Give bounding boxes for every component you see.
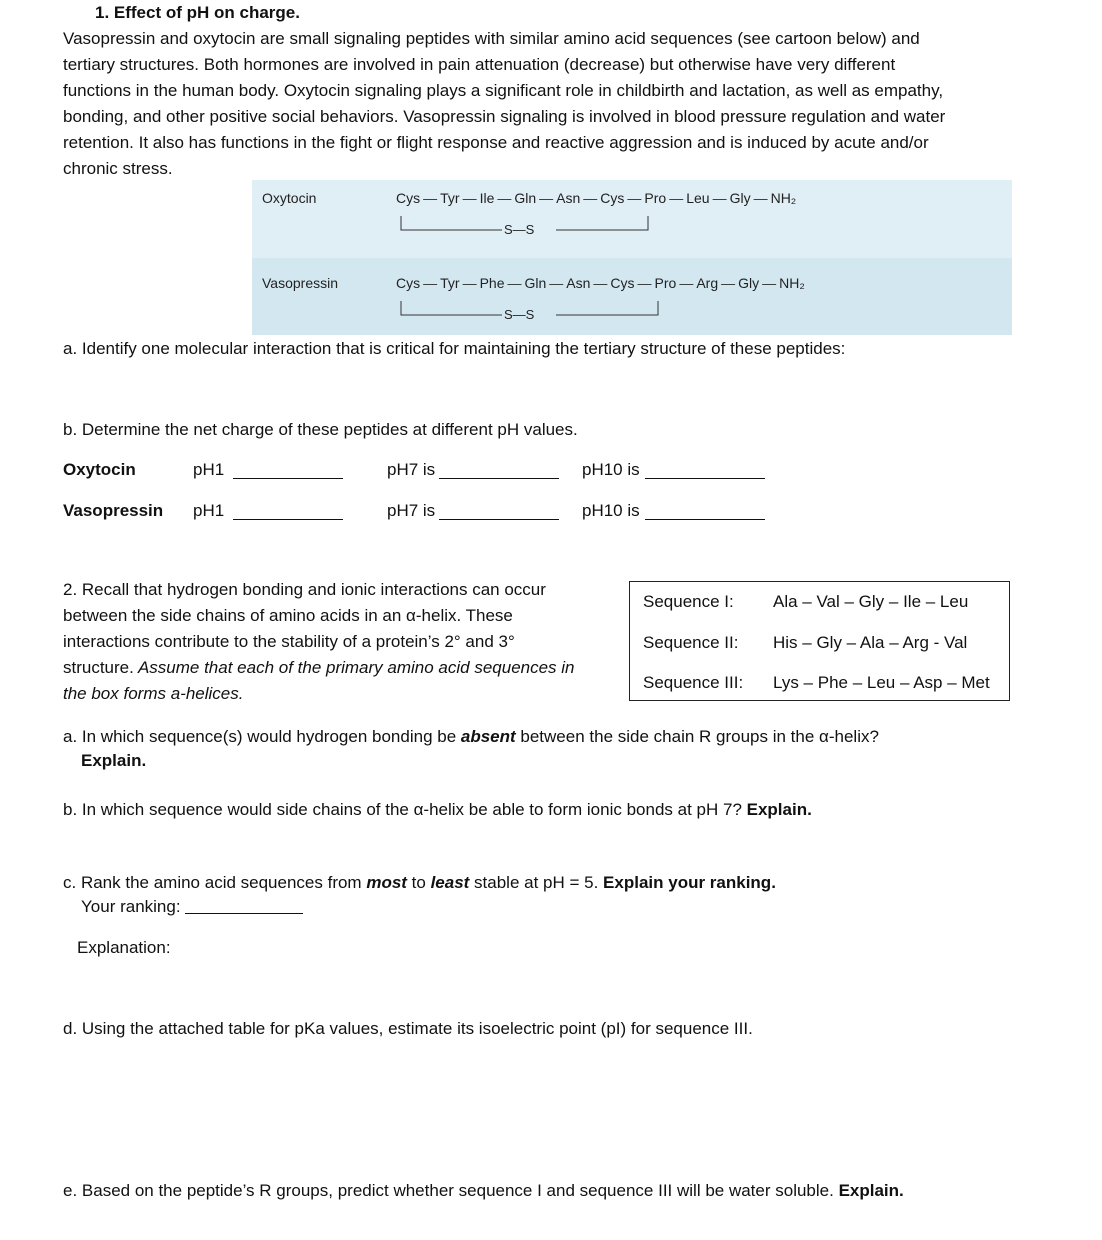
question-text: stable at pH = 5. [469, 873, 604, 892]
intro-line: 2. Recall that hydrogen bonding and ionic interactions can occur [63, 580, 546, 599]
residue: Gln [524, 275, 547, 291]
emphasis: Explain. [838, 1181, 904, 1200]
peptide-cartoon [252, 180, 1012, 335]
emphasis: most [366, 873, 407, 892]
vasopressin-bridge-label: S—S [504, 307, 535, 322]
question-text: between the side chain R groups in the α-helix? [515, 727, 879, 746]
oxytocin-bridge-label: S—S [504, 222, 535, 237]
intro-line: interactions contribute to the stability of a protein’s 2° and 3° [63, 632, 515, 651]
intro-line: retention. It also has functions in the fight or flight response and reactive aggression and is induced by acute and/or [63, 133, 929, 152]
ph1-label: pH1 [193, 501, 225, 520]
question-text: b. In which sequence would side chains of the α-helix be able to form ionic bonds at pH 7? [63, 800, 747, 819]
intro-line: between the side chains of amino acids in an α-helix. These [63, 606, 513, 625]
ranking-label: Your ranking: [81, 897, 181, 916]
residue: Gly [729, 190, 751, 206]
sequence-label: Sequence I: [643, 592, 734, 611]
question-2c [63, 870, 776, 896]
oxytocin-label: Oxytocin [262, 190, 317, 206]
intro-line: chronic stress. [63, 159, 173, 178]
residue: Tyr [440, 190, 460, 206]
residue: Ile [479, 190, 495, 206]
residue: Gly [738, 275, 760, 291]
vasopressin-disulfide-bridge [400, 301, 670, 323]
sequence-value: Lys – Phe – Leu – Asp – Met [773, 673, 990, 692]
question-text: e. Based on the peptide’s R groups, predict whether sequence I and sequence III will be water soluble. [63, 1181, 839, 1200]
ph1-answer-blank[interactable] [233, 503, 343, 520]
residue: Cys [610, 275, 635, 291]
ph10-label: pH10 is [582, 460, 640, 479]
intro-assumption: Assume that each of the primary amino acid sequences in [133, 658, 575, 677]
intro-line: tertiary structures. Both hormones are involved in pain attenuation (decrease) but otherwise have very different [63, 55, 896, 74]
residue: Pro [654, 275, 677, 291]
question-2a-explain: Explain. [81, 751, 147, 770]
residue: Arg [696, 275, 719, 291]
residue: Cys [396, 190, 421, 206]
question-1b: b. Determine the net charge of these peptides at different pH values. [63, 420, 578, 439]
intro-line: bonding, and other positive social behaviors. Vasopressin signaling is involved in blood pressure regulation and water [63, 107, 946, 126]
intro-line: Vasopressin and oxytocin are small signaling peptides with similar amino acid sequences (see cartoon below) and [63, 29, 920, 48]
ph7-label: pH7 is [387, 501, 436, 520]
ph7-answer-blank[interactable] [439, 503, 559, 520]
emphasis: least [430, 873, 470, 892]
question-1-intro [63, 26, 945, 182]
ph10-label: pH10 is [582, 501, 640, 520]
residue: Pro [644, 190, 667, 206]
question-2-intro [63, 577, 575, 707]
question-text: c. Rank the amino acid sequences from [63, 873, 367, 892]
sequence-label: Sequence III: [643, 673, 744, 692]
residue: Gln [514, 190, 537, 206]
intro-assumption-cont: the box forms a-helices. [63, 684, 244, 703]
vasopressin-sequence: Cys — Tyr — Phe — Gln — Asn — Cys — Pro — Arg — Gly — NH₂ [396, 275, 805, 291]
emphasis: Explain your ranking. [603, 873, 776, 892]
residue: NH₂ [779, 275, 805, 291]
question-2d: d. Using the attached table for pKa values, estimate its isoelectric point (pI) for sequence III. [63, 1019, 753, 1038]
residue: Cys [396, 275, 421, 291]
question-1a: a. Identify one molecular interaction that is critical for maintaining the tertiary structure of these peptides: [63, 339, 846, 358]
oxytocin-sequence: Cys — Tyr — Ile — Gln — Asn — Cys — Pro — Leu — Gly — NH₂ [396, 190, 797, 206]
ph7-answer-blank[interactable] [439, 462, 559, 479]
question-1-heading: 1. Effect of pH on charge. [95, 3, 300, 22]
ranking-line [81, 894, 303, 920]
peptide-name: Vasopressin [63, 501, 164, 520]
ranking-answer-blank[interactable] [185, 897, 303, 914]
sequence-label: Sequence II: [643, 633, 739, 652]
explanation-label: Explanation: [77, 938, 171, 957]
intro-text: structure. [63, 658, 134, 677]
residue: NH₂ [770, 190, 797, 206]
peptide-name: Oxytocin [63, 460, 136, 479]
emphasis: Explain. [746, 800, 812, 819]
residue: Phe [479, 275, 505, 291]
question-2e [63, 1178, 904, 1204]
ph10-answer-blank[interactable] [645, 462, 765, 479]
ph1-label: pH1 [193, 460, 225, 479]
sequence-value: His – Gly – Ala – Arg - Val [773, 633, 968, 652]
intro-line [63, 681, 575, 707]
question-text: to [406, 873, 431, 892]
emphasis: absent [460, 727, 516, 746]
residue: Asn [566, 275, 591, 291]
intro-line: functions in the human body. Oxytocin signaling plays a significant role in childbirth and lactation, as well as empathy, [63, 81, 944, 100]
sequence-value: Ala – Val – Gly – Ile – Leu [773, 592, 969, 611]
vasopressin-label: Vasopressin [262, 275, 339, 291]
ph10-answer-blank[interactable] [645, 503, 765, 520]
sequence-box [629, 581, 1010, 701]
vasopressin-band [252, 258, 1012, 335]
residue: Tyr [440, 275, 460, 291]
ph1-answer-blank[interactable] [233, 462, 343, 479]
intro-line [63, 655, 575, 681]
ph7-label: pH7 is [387, 460, 436, 479]
question-2a [63, 724, 879, 750]
residue: Cys [600, 190, 625, 206]
question-2b [63, 797, 812, 823]
question-text: a. In which sequence(s) would hydrogen bonding be [63, 727, 461, 746]
residue: Asn [556, 190, 581, 206]
residue: Leu [686, 190, 710, 206]
